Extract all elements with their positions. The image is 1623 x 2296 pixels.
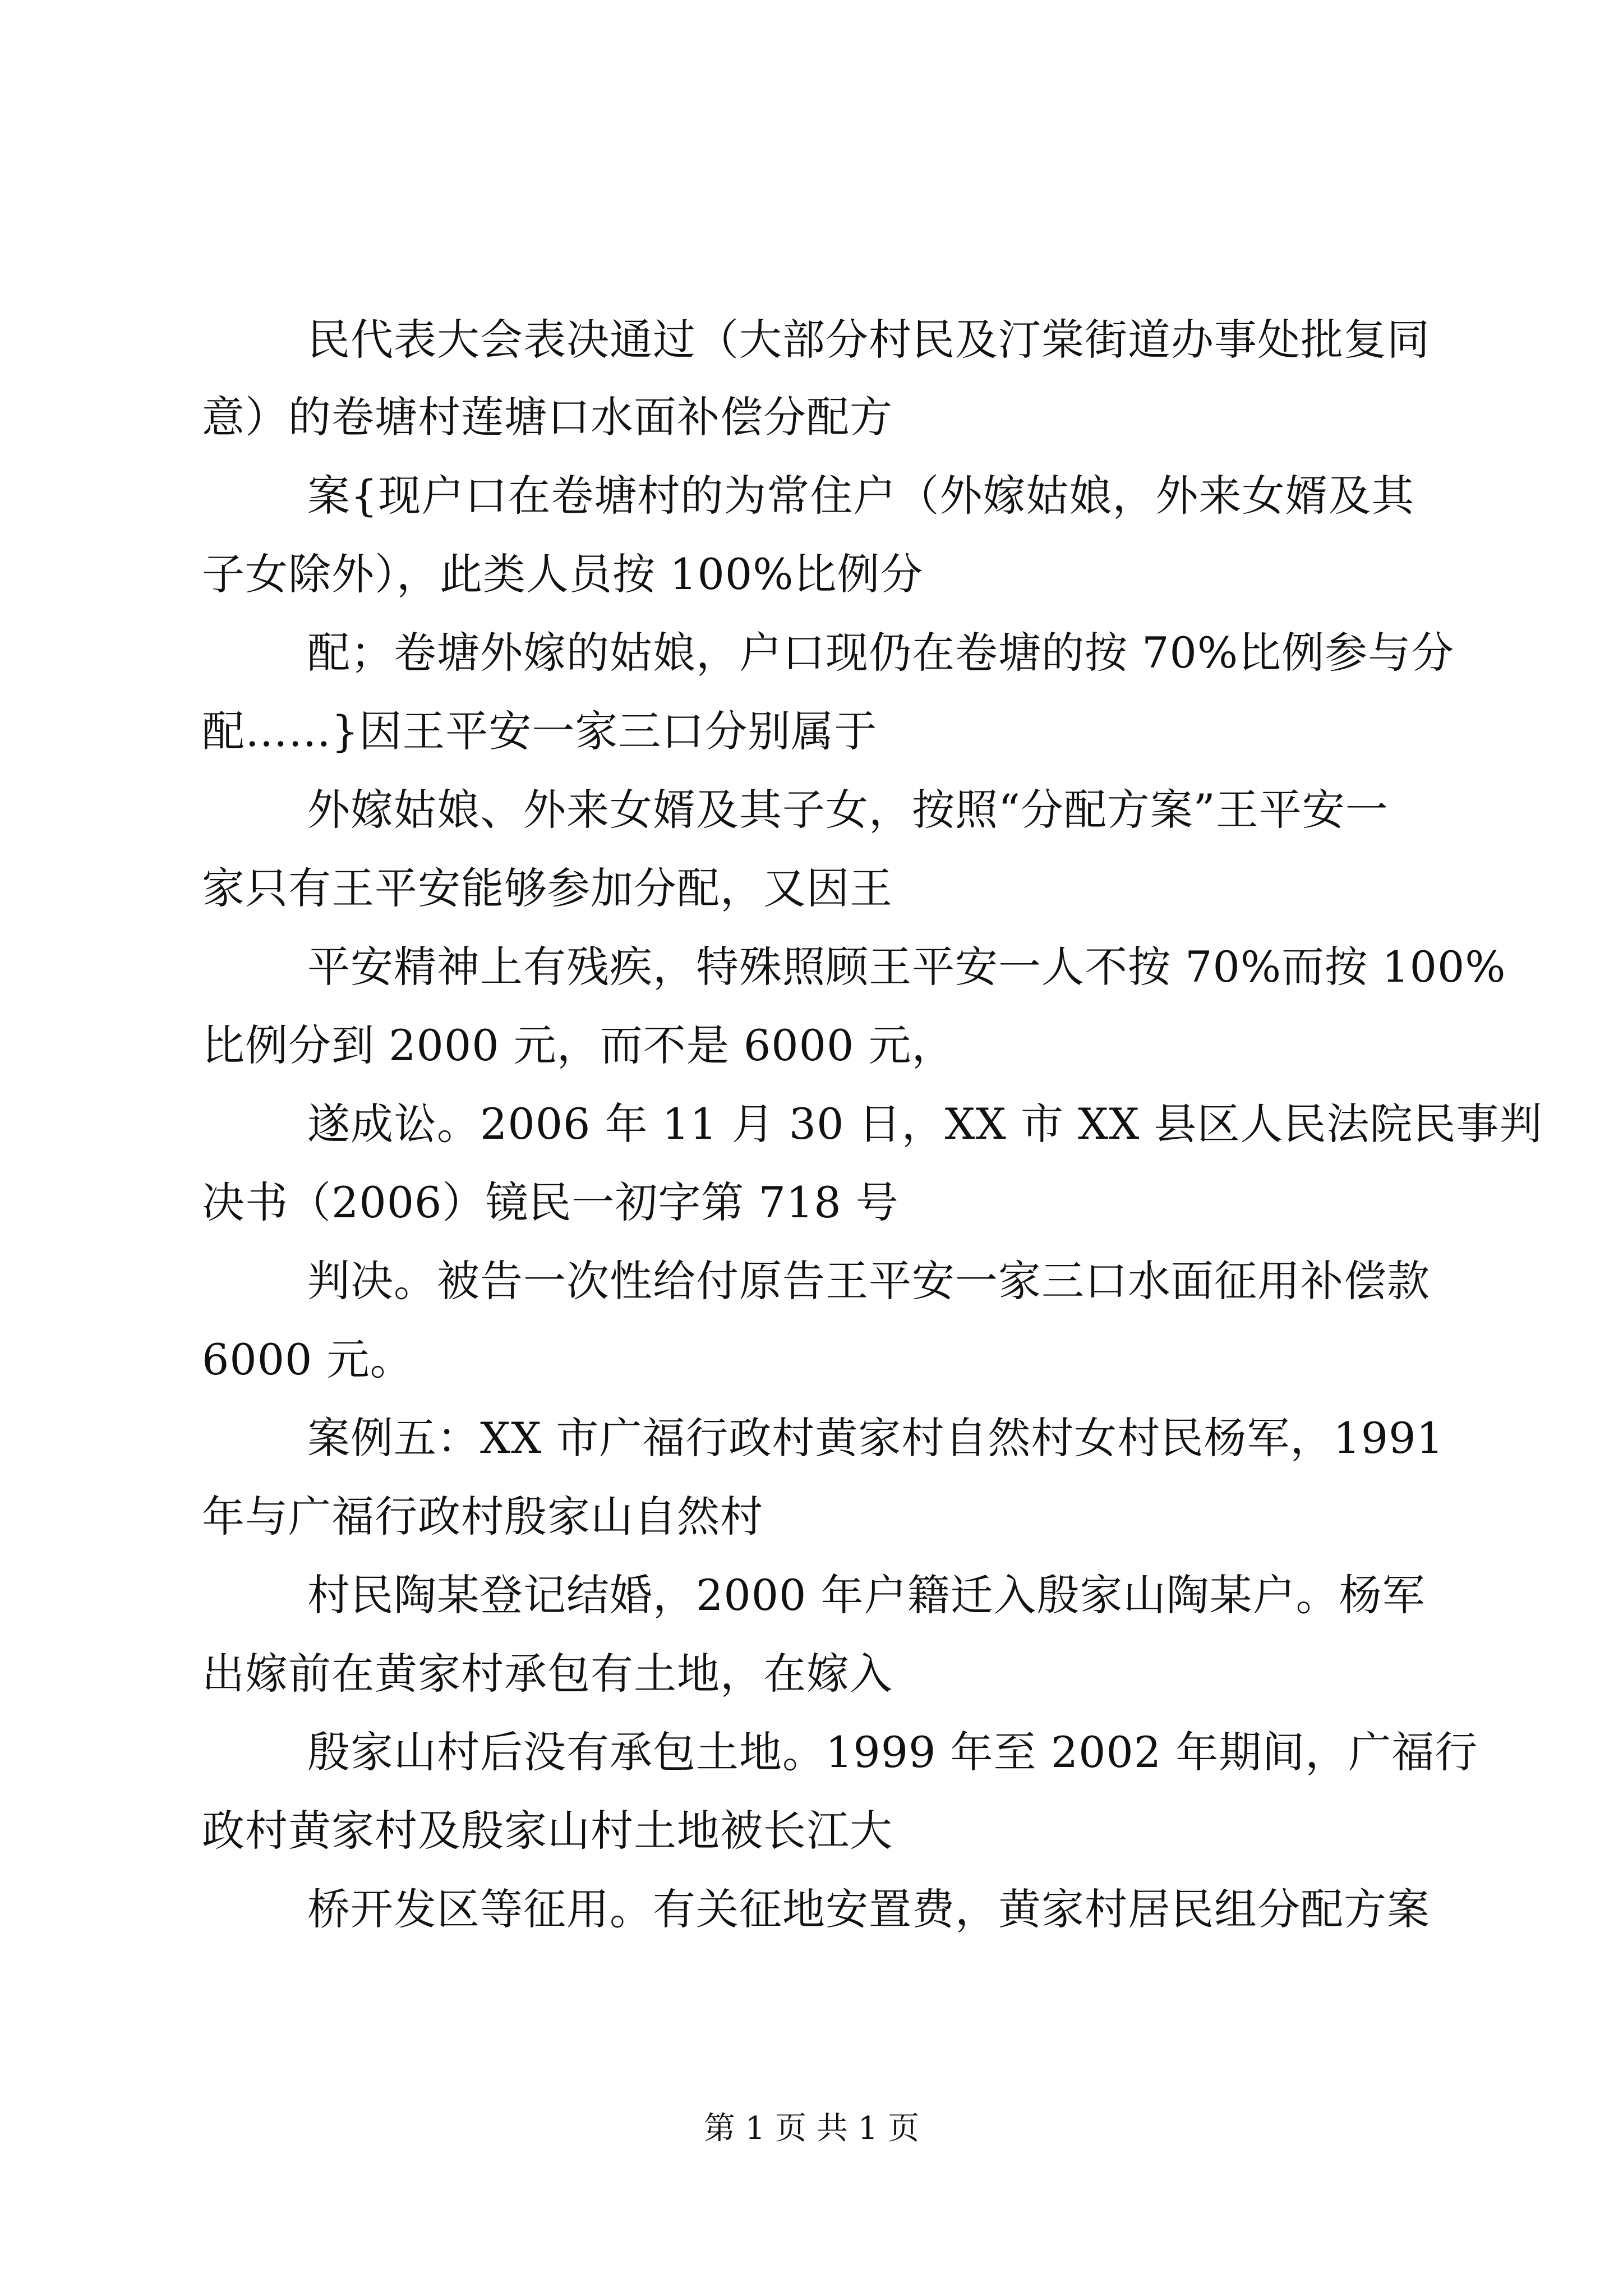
text-line: 外嫁姑娘、外来女婿及其子女，按照“分配方案”王平安一 <box>307 785 1389 835</box>
text-line: 子女除外），此类人员按 100%比例分 <box>202 549 924 599</box>
text-line: 平安精神上有残疾，特殊照顾王平安一人不按 70%而按 100% <box>307 942 1506 992</box>
text-line: 意）的卷塘村莲塘口水面补偿分配方 <box>202 392 893 442</box>
text-line: 6000 元。 <box>202 1335 413 1384</box>
text-line: 配……}因王平安一家三口分别属于 <box>202 706 878 756</box>
text-line: 出嫁前在黄家村承包有土地，在嫁入 <box>202 1649 893 1699</box>
text-line: 案例五：XX 市广福行政村黄家村自然村女村民杨军，1991 <box>307 1413 1444 1463</box>
page-footer <box>0 2109 1623 2148</box>
text-line: 案{现户口在卷塘村的为常住户（外嫁姑娘，外来女婿及其 <box>307 471 1415 521</box>
text-line: 政村黄家村及殷家山村土地被长江大 <box>202 1806 893 1856</box>
text-line: 村民陶某登记结婚，2000 年户籍迁入殷家山陶某户。杨军 <box>307 1570 1426 1620</box>
text-line: 比例分到 2000 元，而不是 6000 元， <box>202 1020 955 1070</box>
text-line: 桥开发区等征用。有关征地安置费，黄家村居民组分配方案 <box>307 1884 1430 1934</box>
text-line: 决书（2006）镜民一初字第 718 号 <box>202 1177 899 1227</box>
text-line: 年与广福行政村殷家山自然村 <box>202 1492 763 1542</box>
text-line: 配；卷塘外嫁的姑娘，户口现仍在卷塘的按 70%比例参与分 <box>307 628 1455 678</box>
page-number: 第 1 页 共 1 页 <box>703 2110 920 2147</box>
text-line: 殷家山村后没有承包土地。1999 年至 2002 年期间，广福行 <box>307 1727 1478 1777</box>
text-line: 民代表大会表决通过（大部分村民及汀棠街道办事处批复同 <box>307 315 1430 365</box>
text-line: 遂成讼。2006 年 11 月 30 日，XX 市 XX 县区人民法院民事判 <box>307 1099 1543 1149</box>
text-line: 家只有王平安能够参加分配，又因王 <box>202 863 893 913</box>
text-line: 判决。被告一次性给付原告王平安一家三口水面征用补偿款 <box>307 1256 1430 1306</box>
